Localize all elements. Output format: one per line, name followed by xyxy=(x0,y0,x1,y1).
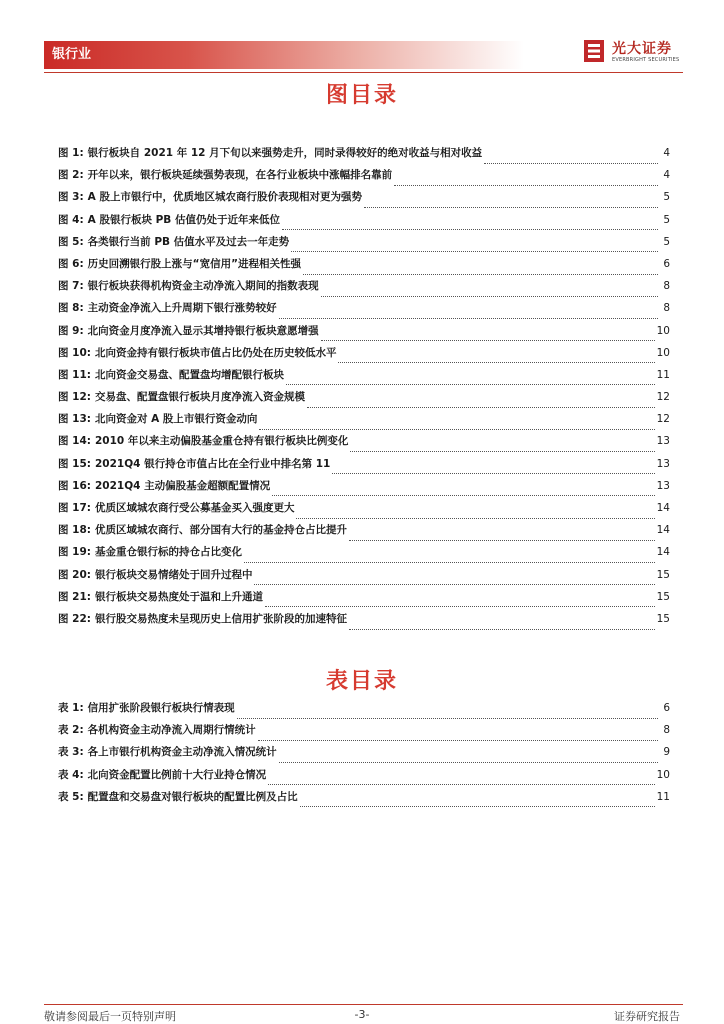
entry-page: 11 xyxy=(656,790,670,803)
table-list xyxy=(58,700,670,811)
entry-title: 优质区域城农商行、部分国有大行的基金持仓占比提升 xyxy=(94,524,347,537)
entry-page: 15 xyxy=(656,568,670,581)
entry-label: 表 1: xyxy=(58,702,84,714)
leader-dots xyxy=(296,510,654,519)
figure-entry[interactable] xyxy=(58,145,670,167)
header-divider xyxy=(44,72,683,73)
entry-title: 交易盘、配置盘银行板块月度净流入资金规模 xyxy=(94,391,305,404)
figure-entry[interactable] xyxy=(58,433,670,455)
table-entry[interactable] xyxy=(58,722,670,744)
leader-dots xyxy=(237,710,658,719)
entry-label: 图 18: xyxy=(58,524,91,537)
entry-label: 图 8: xyxy=(58,302,84,315)
entry-title: 北向资金月度净流入显示其增持银行板块意愿增强 xyxy=(87,324,319,337)
leader-dots xyxy=(265,598,655,607)
figure-entry[interactable] xyxy=(58,522,670,544)
entry-title: A 股银行板块 PB 估值仍处于近年来低位 xyxy=(87,213,280,226)
entry-page: 4 xyxy=(663,147,670,159)
leader-dots xyxy=(303,266,658,275)
entry-title: 开年以来，银行板块延续强势表现，在各行业板块中涨幅排名靠前 xyxy=(87,169,393,182)
entry-title: 银行板块交易热度处于温和上升通道 xyxy=(94,590,263,603)
figure-entry[interactable] xyxy=(58,544,670,566)
entry-title: 北向资金交易盘、配置盘均增配银行板块 xyxy=(94,368,284,381)
entry-page: 8 xyxy=(663,280,670,293)
entry-page: 5 xyxy=(663,235,670,248)
entry-label: 图 14: xyxy=(58,435,91,448)
leader-dots xyxy=(279,754,658,763)
entry-page: 9 xyxy=(663,746,670,759)
entry-label: 图 2: xyxy=(58,169,84,182)
entry-label: 图 15: xyxy=(58,457,91,470)
entry-label: 图 1: xyxy=(58,147,84,159)
entry-label: 图 21: xyxy=(58,590,91,603)
entry-title: 信用扩张阶段银行板块行情表现 xyxy=(87,702,235,714)
entry-title: 配置盘和交易盘对银行板块的配置比例及占比 xyxy=(87,790,298,803)
entry-label: 表 4: xyxy=(58,768,84,781)
figure-entry[interactable] xyxy=(58,323,670,345)
entry-page: 12 xyxy=(656,391,670,404)
figure-entry[interactable] xyxy=(58,567,670,589)
figure-entry[interactable] xyxy=(58,256,670,278)
entry-label: 图 7: xyxy=(58,280,84,293)
entry-page: 6 xyxy=(663,702,670,714)
figure-entry[interactable] xyxy=(58,167,670,189)
entry-page: 5 xyxy=(663,191,670,204)
entry-title: 2010 年以来主动偏股基金重仓持有银行板块比例变化 xyxy=(94,435,349,448)
table-entry[interactable] xyxy=(58,744,670,766)
figure-entry[interactable] xyxy=(58,367,670,389)
table-list-title: 表目录 xyxy=(325,669,398,694)
figure-entry[interactable] xyxy=(58,478,670,500)
entry-page: 15 xyxy=(656,612,670,625)
footer-disclaimer: 敬请参阅最后一页特别声明 xyxy=(44,1010,176,1023)
entry-label: 图 9: xyxy=(58,324,84,337)
entry-title: 2021Q4 主动偏股基金超额配置情况 xyxy=(94,479,271,492)
leader-dots xyxy=(254,576,654,585)
logo-text-cn: 光大证券 xyxy=(612,41,672,57)
entry-page: 8 xyxy=(663,302,670,315)
entry-label: 图 22: xyxy=(58,612,91,625)
leader-dots xyxy=(394,177,658,186)
entry-title: 银行板块获得机构资金主动净流入期间的指数表现 xyxy=(87,280,319,293)
figure-entry[interactable] xyxy=(58,212,670,234)
entry-page: 15 xyxy=(656,590,670,603)
table-entry[interactable] xyxy=(58,700,670,722)
figure-entry[interactable] xyxy=(58,234,670,256)
figure-entry[interactable] xyxy=(58,278,670,300)
entry-page: 4 xyxy=(663,169,670,182)
entry-label: 图 13: xyxy=(58,413,91,426)
entry-page: 10 xyxy=(656,324,670,337)
entry-label: 图 6: xyxy=(58,257,84,270)
leader-dots xyxy=(307,399,655,408)
entry-page: 13 xyxy=(656,457,670,470)
entry-label: 图 5: xyxy=(58,235,84,248)
leader-dots xyxy=(272,487,655,496)
entry-label: 图 10: xyxy=(58,346,91,359)
figure-entry[interactable] xyxy=(58,500,670,522)
entry-title: 银行板块交易情绪处于回升过程中 xyxy=(94,568,253,581)
entry-title: 银行板块自 2021 年 12 月下旬以来强势走升，同时录得较好的绝对收益与相对收益 xyxy=(87,147,483,159)
entry-title: 北向资金对 A 股上市银行资金动向 xyxy=(94,413,258,426)
entry-page: 14 xyxy=(656,502,670,514)
leader-dots xyxy=(286,376,655,385)
entry-label: 图 19: xyxy=(58,546,91,559)
entry-label: 表 2: xyxy=(58,724,84,737)
leader-dots xyxy=(349,532,655,541)
leader-dots xyxy=(364,199,658,208)
company-logo xyxy=(582,36,682,68)
entry-title: 历史回溯银行股上涨与“宽信用”进程相关性强 xyxy=(87,257,301,270)
entry-page: 8 xyxy=(663,724,670,737)
footer-doc-type: 证券研究报告 xyxy=(614,1010,680,1023)
entry-title: 基金重仓银行标的持仓占比变化 xyxy=(94,546,242,559)
figure-entry[interactable] xyxy=(58,300,670,322)
logo-text-en: EVERBRIGHT SECURITIES xyxy=(612,57,680,63)
entry-label: 图 3: xyxy=(58,191,84,204)
entry-title: 各类银行当前 PB 估值水平及过去一年走势 xyxy=(87,235,290,248)
entry-title: 各上市银行机构资金主动净流入情况统计 xyxy=(87,746,277,759)
leader-dots xyxy=(349,621,655,630)
entry-title: 北向资金持有银行板块市值占比仍处在历史较低水平 xyxy=(94,346,337,359)
entry-title: 2021Q4 银行持仓市值占比在全行业中排名第 11 xyxy=(94,457,331,470)
entry-title: 银行股交易热度未呈现历史上信用扩张阶段的加速特征 xyxy=(94,612,347,625)
page-number: -3- xyxy=(354,1008,370,1021)
leader-dots xyxy=(291,243,658,252)
entry-title: 各机构资金主动净流入周期行情统计 xyxy=(87,724,256,737)
entry-label: 图 20: xyxy=(58,568,91,581)
entry-label: 图 4: xyxy=(58,213,84,226)
industry-label: 银行业 xyxy=(52,47,92,62)
header-band xyxy=(44,41,524,69)
entry-label: 表 3: xyxy=(58,746,84,759)
figure-entry[interactable] xyxy=(58,189,670,211)
figure-entry[interactable] xyxy=(58,589,670,611)
leader-dots xyxy=(300,798,655,807)
leader-dots xyxy=(321,332,655,341)
leader-dots xyxy=(259,421,654,430)
figure-list xyxy=(58,145,670,633)
table-entry[interactable] xyxy=(58,767,670,789)
leader-dots xyxy=(484,155,658,164)
entry-page: 14 xyxy=(656,524,670,537)
figure-entry[interactable] xyxy=(58,345,670,367)
everbright-logo-icon xyxy=(582,38,606,64)
figure-entry[interactable] xyxy=(58,611,670,633)
entry-page: 5 xyxy=(663,213,670,226)
entry-page: 11 xyxy=(656,368,670,381)
leader-dots xyxy=(350,443,654,452)
figure-entry[interactable] xyxy=(58,456,670,478)
leader-dots xyxy=(282,221,658,230)
leader-dots xyxy=(258,732,658,741)
figure-list-title: 图目录 xyxy=(325,83,398,108)
table-entry[interactable] xyxy=(58,789,670,811)
entry-page: 13 xyxy=(656,435,670,448)
leader-dots xyxy=(279,310,658,319)
leader-dots xyxy=(332,465,654,474)
entry-label: 表 5: xyxy=(58,790,84,803)
figure-entry[interactable] xyxy=(58,411,670,433)
entry-page: 13 xyxy=(656,479,670,492)
entry-label: 图 11: xyxy=(58,368,91,381)
entry-page: 6 xyxy=(663,257,670,270)
entry-page: 10 xyxy=(656,346,670,359)
entry-page: 14 xyxy=(656,546,670,559)
entry-page: 10 xyxy=(656,768,670,781)
footer-divider xyxy=(44,1004,683,1005)
entry-title: 北向资金配置比例前十大行业持仓情况 xyxy=(87,768,267,781)
entry-title: A 股上市银行中，优质地区城农商行股价表现相对更为强势 xyxy=(87,191,362,204)
entry-title: 优质区域城农商行受公募基金买入强度更大 xyxy=(94,502,295,514)
entry-page: 12 xyxy=(656,413,670,426)
entry-label: 图 17: xyxy=(58,502,91,514)
leader-dots xyxy=(338,354,654,363)
entry-label: 图 16: xyxy=(58,479,91,492)
entry-label: 图 12: xyxy=(58,391,91,404)
entry-title: 主动资金净流入上升周期下银行涨势较好 xyxy=(87,302,277,315)
leader-dots xyxy=(321,288,658,297)
figure-entry[interactable] xyxy=(58,389,670,411)
leader-dots xyxy=(268,776,654,785)
leader-dots xyxy=(244,554,655,563)
